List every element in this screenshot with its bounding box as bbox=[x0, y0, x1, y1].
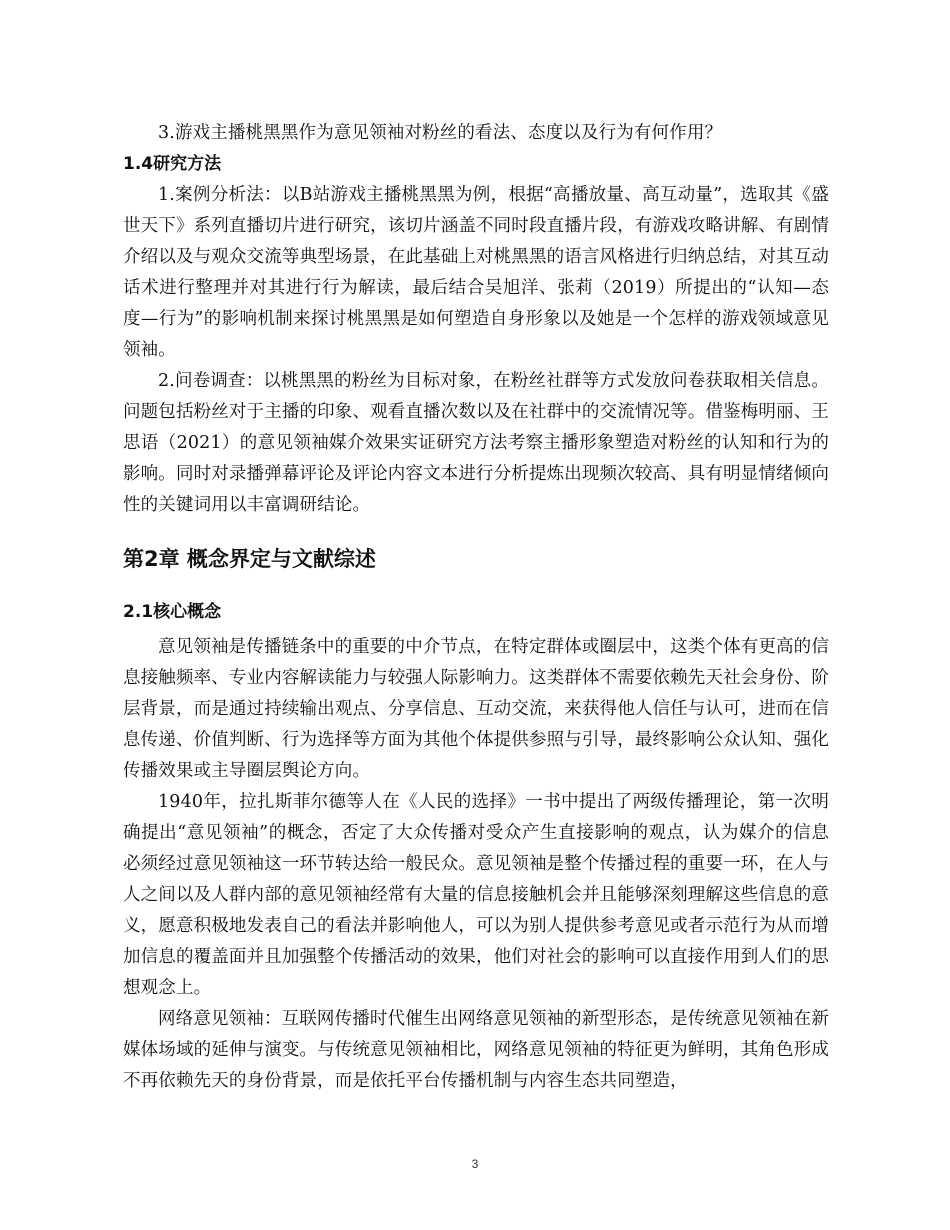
paragraph-questionnaire: 2.问卷调查：以桃黑黑的粉丝为目标对象，在粉丝社群等方式发放问卷获取相关信息。问题包括粉丝对于主播的印象、观看直播次数以及在社群中的交流情况等。借鉴梅明丽、王思语（2021）的意见领袖媒介效果实证研究方法考察主播形象塑造对粉丝的认知和行为的影响。同时对录播弹幕评论及评论内容文本进行分析提炼出现频次较高、具有明显情绪倾向性的关键词用以丰富调研结论。 bbox=[123, 371, 829, 515]
page-number: 3 bbox=[471, 1157, 479, 1171]
paragraph-two-step-flow: 1940年，拉扎斯菲尔德等人在《人民的选择》一书中提出了两级传播理论，第一次明确提出“意见领袖”的概念，否定了大众传播对受众产生直接影响的观点，认为媒介的信息必须经过意见领袖这一环节转达给一般民众。意见领袖是整个传播过程的重要一环，在人与人之间以及人群内部的意见领袖经常有大量的信息接触机会并且能够深刻理解这些信息的意义，愿意积极地发表自己的看法并影响他人，可以为别人提供参考意见或者示范行为从而增加信息的覆盖面并且加强整个传播活动的效果，他们对社会的影响可以直接作用到人们的思想观念上。 bbox=[123, 792, 829, 998]
paragraph-case-analysis: 1.案例分析法：以B站游戏主播桃黑黑为例，根据“高播放量、高互动量”，选取其《盛世天下》系列直播切片进行研究，该切片涵盖不同时段直播片段，有游戏攻略讲解、有剧情介绍以及与观众交流等典型场景，在此基础上对桃黑黑的语言风格进行归纳总结，对其互动话术进行整理并对其进行行为解读，最后结合吴旭洋、张莉（2019）所提出的“认知—态度—行为”的影响机制来探讨桃黑黑是如何塑造自身形象以及她是一个怎样的游戏领域意见领袖。 bbox=[123, 185, 829, 360]
page-body bbox=[123, 118, 829, 1097]
research-question-3: 3.游戏主播桃黑黑作为意见领袖对粉丝的看法、态度以及行为有何作用？ bbox=[158, 123, 723, 143]
chapter-heading-2: 第2章 概念界定与文献综述 bbox=[123, 547, 376, 571]
section-heading-1-4: 1.4研究方法 bbox=[123, 154, 222, 174]
section-heading-2-1: 2.1核心概念 bbox=[123, 602, 222, 622]
paragraph-network-opinion-leader: 网络意见领袖：互联网传播时代催生出网络意见领袖的新型形态，是传统意见领袖在新媒体场域的延伸与演变。与传统意见领袖相比，网络意见领袖的特征更为鲜明，其角色形成不再依赖先天的身份背景，而是依托平台传播机制与内容生态共同塑造， bbox=[123, 1009, 829, 1091]
paragraph-opinion-leader-definition: 意见领袖是传播链条中的重要的中介节点，在特定群体或圈层中，这类个体有更高的信息接触频率、专业内容解读能力与较强人际影响力。这类群体不需要依赖先天社会身份、阶层背景，而是通过持续输出观点、分享信息、互动交流，来获得他人信任与认可，进而在信息传递、价值判断、行为选择等方面为其他个体提供参照与引导，最终影响公众认知、强化传播效果或主导圈层舆论方向。 bbox=[123, 637, 829, 781]
